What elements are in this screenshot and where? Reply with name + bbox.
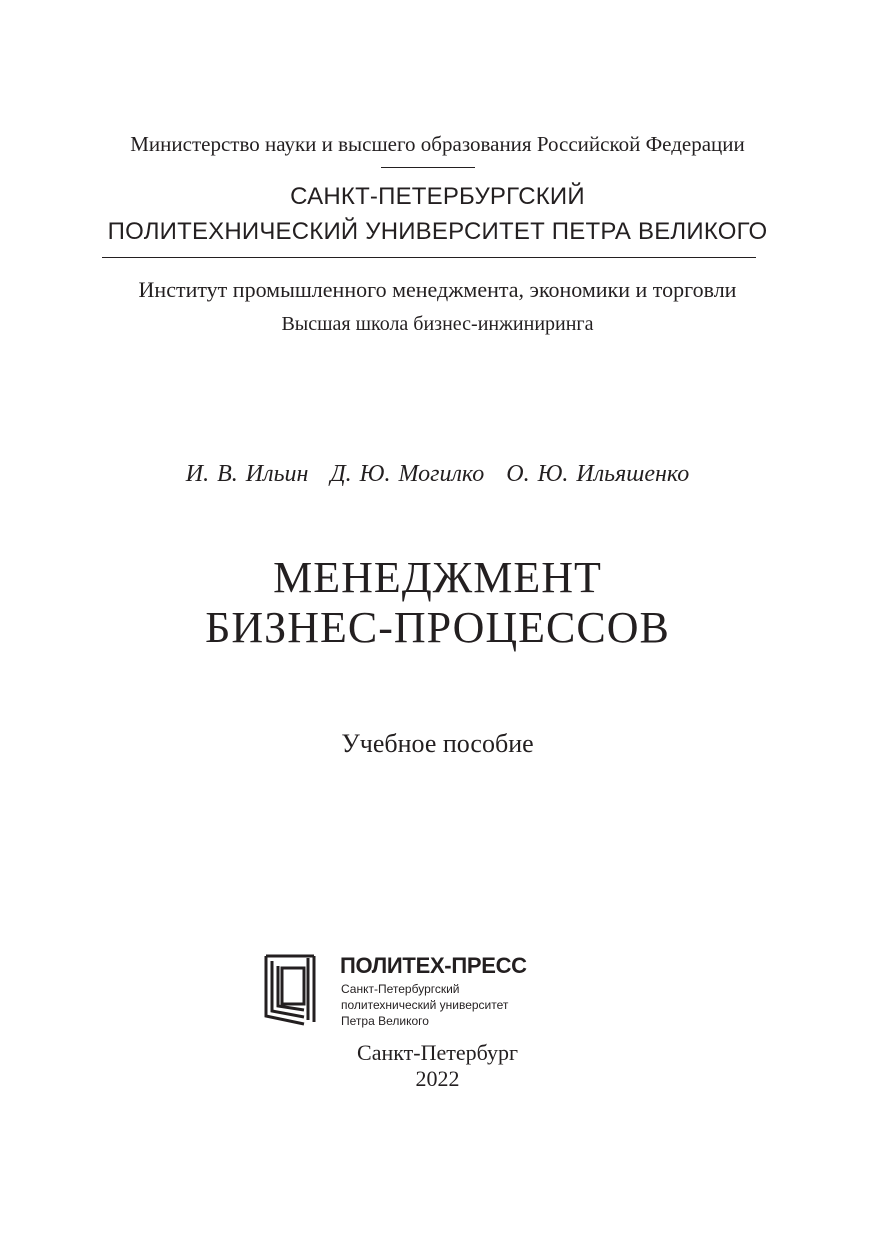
book-title-line1: МЕНЕДЖМЕНТ [273, 553, 602, 602]
long-divider [102, 257, 756, 258]
imprint-city: Санкт-Петербург [357, 1040, 518, 1065]
imprint-year: 2022 [415, 1066, 460, 1091]
publisher-line-1: Санкт-Петербургский [341, 982, 460, 996]
author-1: И. В. Ильин [185, 461, 309, 487]
authors [0, 461, 875, 488]
university-name-line2: ПОЛИТЕХНИЧЕСКИЙ УНИВЕРСИТЕТ ПЕТРА ВЕЛИКОГО [107, 218, 768, 245]
institute-name: Институт промышленного менеджмента, экономики и торговли [138, 277, 737, 302]
university-name-line1: САНКТ-ПЕТЕРБУРГСКИЙ [290, 183, 585, 210]
publisher-line-2: политехнический университет [341, 998, 509, 1012]
ministry-name: Министерство науки и высшего образования Российской Федерации [130, 132, 745, 156]
book-logo-icon [262, 954, 322, 1026]
author-3: О. Ю. Ильяшенко [506, 461, 690, 487]
short-divider [381, 167, 475, 168]
author-2: Д. Ю. Могилко [330, 461, 485, 487]
school-name: Высшая школа бизнес-инжиниринга [281, 313, 594, 335]
publisher-line-3: Петра Великого [341, 1014, 429, 1028]
book-title-line2: БИЗНЕС-ПРОЦЕССОВ [205, 603, 670, 652]
publisher-name: ПОЛИТЕХ-ПРЕСС [340, 953, 527, 978]
book-subtitle: Учебное пособие [341, 729, 534, 758]
